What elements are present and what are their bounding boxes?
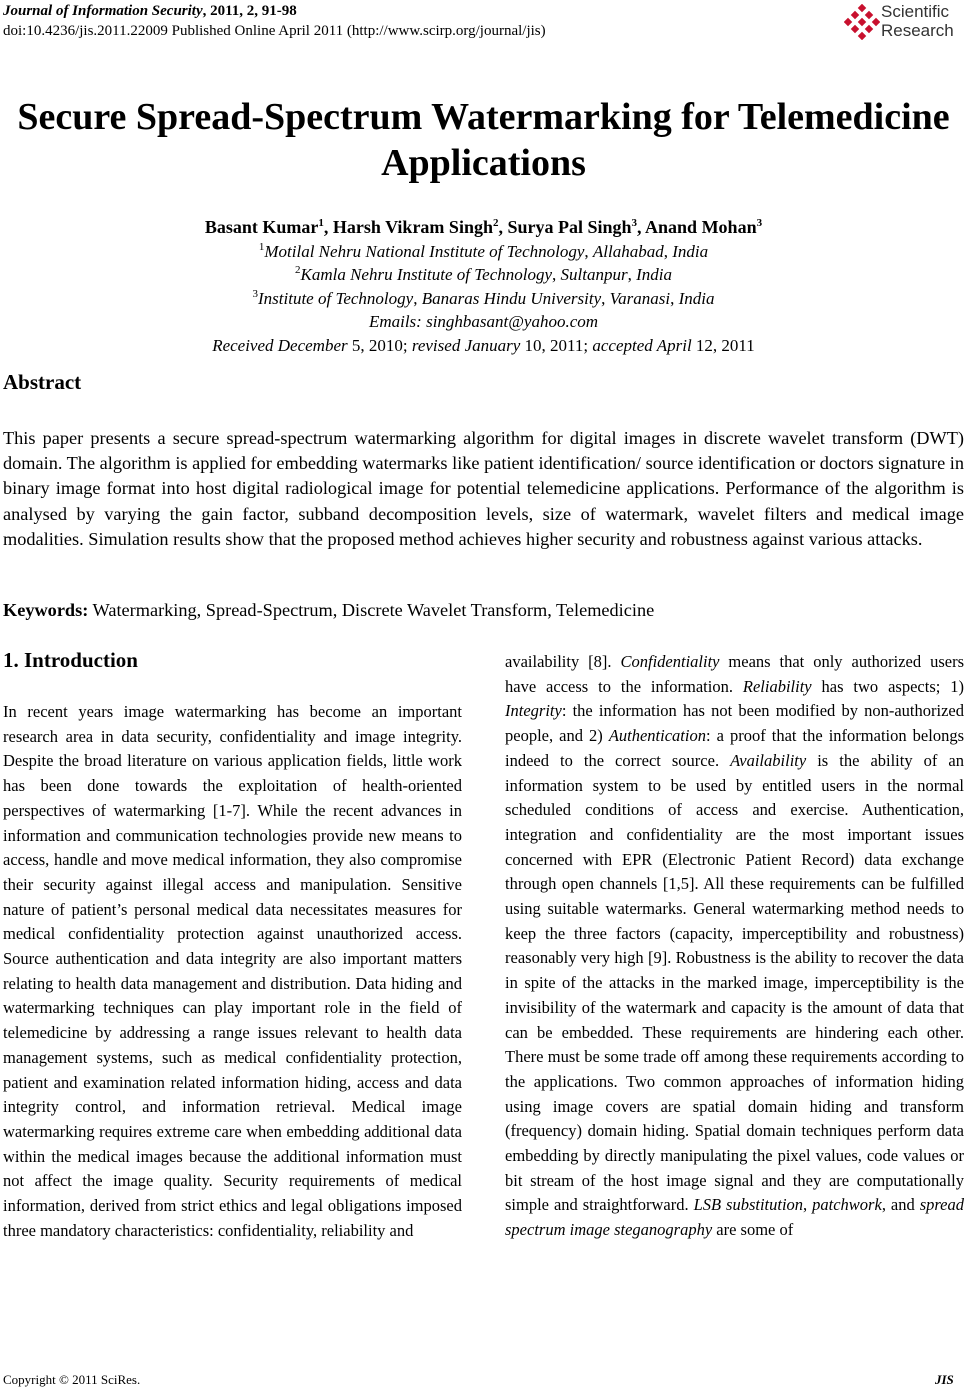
affil-mark: 3 [252,288,258,300]
body-italic: Reliability [742,676,812,696]
author-separator: , [323,217,333,237]
body-text: is the ability of an information system to be used by entitled users in the normal scheduled conditions of access and exercise. Authentication, integration and confidentiality are the most important issues concerned with EPR (Electronic Patient Record) data exchange through open channels [1,5]. All these requirements can be fulfilled using suitable watermarks. General watermarking method needs to keep the three factors (capacity, imperceptibility and robustness) reasonably very high [9]. Robustness is the ability to recover the data in spite of the attacks in the marked image, imperceptibility is the invisibility of the watermark and capacity is the amount of data that can be embedded. These requirements are hindering each other. There must be some trade off among these requirements according to the applications. Two common approaches of information hiding using image covers are spatial domain hiding and transform (frequency) domain hiding. Spatial domain techniques perform data embedding by directly manipulating the pixel values, code values or bit stream of the host image signal and they are computationally simple and straightforward. [505,750,964,1215]
body-italic: Authentication [608,726,706,746]
author-name: Surya Pal Singh [507,217,632,237]
affil-institution: Motilal Nehru National Institute of Technology [264,242,585,261]
affil-country: India [636,265,672,284]
author-affil-mark: 3 [756,217,763,229]
body-text: , and [881,1195,920,1215]
received-label: Received December [212,336,348,355]
author-emails: Emails: singhbasant@yahoo.com [368,312,599,331]
journal-abbreviation: JIS [935,1372,954,1387]
affil-city: Varanasi [609,289,671,308]
received-date: 5, 2010; [347,336,412,355]
affil-country: India [672,242,709,261]
affil-place: Banaras Hindu University [421,289,602,308]
logo-text-line2: Research [881,21,954,40]
accepted-label: accepted April [592,336,692,355]
paper-title [0,94,967,186]
body-text: are some of [712,1220,794,1240]
journal-citation [3,3,297,20]
affil-institution: Kamla Nehru Institute of Technology [300,265,553,284]
author-affil-mark: 2 [492,217,499,229]
keywords-line [3,600,964,621]
affil-place: Allahabad [592,242,664,261]
affiliation-1: $^1$Motilal Nehru National Institute of Technology, Allahabad, India [258,241,709,261]
body-text: : the information has not been modified by non-authorized people, and 2) [505,701,964,746]
body-text: means that only authorized users have access to the information. [505,652,964,696]
section-heading-introduction: 1. Introduction [3,648,138,672]
journal-volume: , 2011, 2, 91-98 [202,3,297,19]
logo-text-line1: Scientific [881,2,950,21]
author-separator: , [637,217,646,237]
body-italic: LSB substitution [693,1195,804,1215]
intro-right-column [505,650,964,1243]
keywords-label: Keywords: [3,600,89,620]
logo-mark-icon [844,4,880,40]
abstract-text: This paper presents a secure spread-spectrum watermarking algorithm for digital images in discrete wavelet transform (DWT) domain. The algorithm is applied for embedding watermarks like patient identification/ source identification or doctors signature in binary image format into host digital radiological image for potential telemedicine applications. Performance of the algorithm is analysed by varying the gain factor, subband decomposition levels, size of watermark, wavelet filters and medical image modalities. Simulation results show that the proposed method achieves higher security and robustness against various attacks. [3,428,964,549]
author-name: Anand Mohan [645,217,757,237]
author-list [0,217,967,238]
revised-label: revised January [411,336,521,355]
affiliation-2: $^2$Kamla Nehru Institute of Technology, Sultanpur, India [295,264,672,284]
body-italic: patchwork [812,1195,882,1215]
body-italic: spread spectrum image steganography [505,1195,964,1240]
body-text: has two aspects; 1) [811,676,964,696]
abstract-heading: Abstract [3,370,82,394]
affil-mark: 1 [258,241,265,253]
body-text: availability [8]. [505,652,621,671]
body-text: , [803,1195,813,1215]
body-text: : a proof that the information belongs indeed to the correct source. [505,726,964,770]
intro-left-column: In recent years image watermarking has become an important research area in data security, confidentiality and image integrity. Despite the broad literature on various application fields, little work has been done towards the exploitation of health-oriented perspectives of watermarking [1-7]. While the recent advances in information and communication technologies provide new means to access, handle and move medical information, they also compromise their security against illegal access and manipulation. Sensitive nature of patient’s personal medical data necessitates measures for medical confidentiality protection against unauthorized access. Source authentication and data integrity are also important matters relating to health data management and distribution. Data hiding and watermarking techniques can play important role in the field of telemedicine by addressing a range issues relevant to health data management systems, such as medical confidentiality protection, patient and examination related information hiding, access and data integrity control, and information retrieval. Medical image watermarking requires extreme care when embedding additional data within the medical images because the additional information must not affect the image quality. Security requirements of medical information, derived from strict ethics and legal obligations imposed three mandatory characteristics: confidentiality, reliability and [3,702,462,1240]
author-name: Harsh Vikram Singh [332,217,493,237]
copyright-notice: Copyright © 2011 SciRes. [3,1372,141,1387]
affil-institution: Institute of Technology [258,289,414,308]
journal-name: Journal of Information Security [3,3,203,19]
revised-date: 10, 2011; [520,336,593,355]
author-separator: , [498,217,508,237]
publisher-logo [842,2,967,44]
keywords-text: Watermarking, Spread-Spectrum, Discrete Wavelet Transform, Telemedicine [88,600,655,620]
affiliation-3: $^3$Institute of Technology, Banaras Hindu University, Varanasi, India [252,288,715,308]
author-name: Basant Kumar [204,217,319,237]
doi-line: doi:10.4236/jis.2011.22009 Published Online April 2011 (http://www.scirp.org/journal/jis) [3,23,546,39]
affil-place: Sultanpur [560,265,628,284]
received-dates [0,336,967,356]
title-line-1: Secure Spread-Spectrum Watermarking for Telemedicine [17,96,950,138]
affil-mark: 2 [295,264,301,276]
body-italic: Confidentiality [620,652,720,671]
author-affil-mark: 1 [318,217,324,229]
body-italic: Availability [730,750,807,770]
title-line-2: Applications [381,142,586,184]
affil-country: India [678,289,715,308]
author-affil-mark: 3 [631,217,638,229]
body-italic: Integrity [505,701,562,721]
accepted-date: 12, 2011 [691,336,755,355]
